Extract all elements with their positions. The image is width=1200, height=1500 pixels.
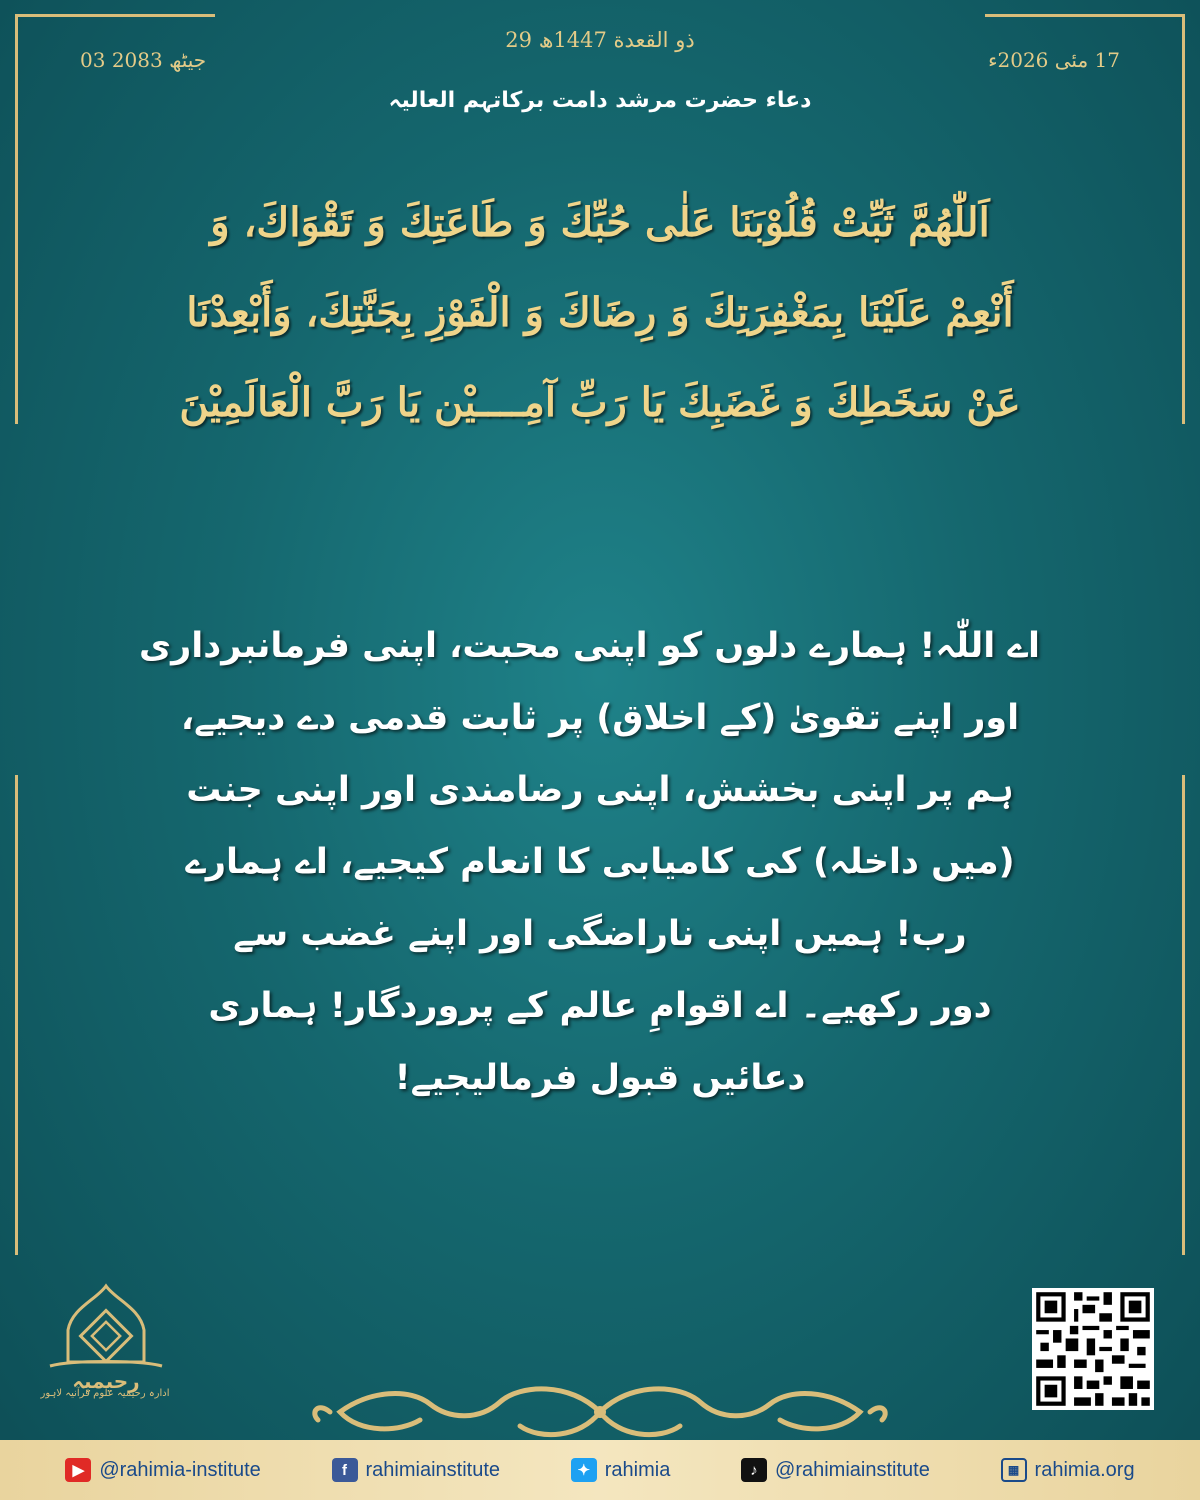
social-label: rahimia: [604, 1458, 671, 1481]
urdu-line: دور رکھیے۔ اے اقوامِ عالم کے پروردگار! ہماری: [208, 986, 992, 1026]
social-tiktok[interactable]: [741, 1458, 930, 1482]
frame-right-upper: [1182, 14, 1185, 424]
social-youtube[interactable]: [65, 1458, 260, 1482]
frame-right-lower: [1182, 775, 1185, 1255]
urdu-line: دعائیں قبول فرمالیجیے!: [394, 1058, 806, 1098]
frame-left-upper: [15, 14, 18, 424]
urdu-line: رب! ہمیں اپنی ناراضگی اور اپنے غضب سے: [233, 914, 967, 954]
ornament-divider-icon: [300, 1372, 900, 1450]
social-facebook[interactable]: [332, 1458, 501, 1482]
web-icon: ▦: [1001, 1458, 1027, 1482]
dua-urdu-translation: [139, 610, 1040, 1114]
arabic-line: أَنْعِمْ عَلَيْنَا بِمَغْفِرَتِكَ وَ رِضَاكَ وَ الْفَوْزِ بِجَنَّتِكَ، وَأَبْعِدْنَا: [186, 289, 1014, 336]
twitter-icon: ✦: [571, 1458, 597, 1482]
qr-code-icon[interactable]: [1032, 1288, 1154, 1410]
urdu-line: اے اللّٰہ! ہمارے دلوں کو اپنی محبت، اپنی فرمانبرداری: [139, 626, 1040, 666]
hijri-date: 29 ذو القعدة 1447ھ: [505, 28, 695, 52]
facebook-icon: f: [332, 1458, 358, 1482]
gregorian-date: 17 مئی 2026ء: [988, 48, 1120, 72]
rahimia-logo-icon: [42, 1282, 170, 1432]
dua-subtitle: دعاء حضرت مرشد دامت برکاتہم العالیہ: [388, 88, 812, 113]
arabic-line: عَنْ سَخَطِكَ وَ غَضَبِكَ يَا رَبِّ آمِــــيْن يَا رَبَّ الْعَالَمِيْنَ: [179, 379, 1021, 426]
social-label: rahimia.org: [1034, 1458, 1135, 1481]
urdu-line: ہم پر اپنی بخشش، اپنی رضامندی اور اپنی جنت: [186, 770, 1014, 810]
footer-social-bar: [0, 1440, 1200, 1500]
social-label: @rahimiainstitute: [775, 1458, 930, 1481]
bikrami-date: 03 جیٹھ 2083: [80, 48, 207, 72]
tiktok-icon: ♪: [741, 1458, 767, 1482]
logo-caption: ادارہ رحیمیہ علوم قرآنیہ لاہور: [40, 1388, 170, 1399]
frame-left-lower: [15, 775, 18, 1255]
logo-name: رحیمیہ: [72, 1369, 140, 1393]
arabic-line: اَللّٰهُمَّ ثَبِّتْ قُلُوْبَنَا عَلٰى حُبِّكَ وَ طَاعَتِكَ وَ تَقْوَاكَ، وَ: [210, 199, 990, 246]
social-label: @rahimia-institute: [99, 1458, 261, 1481]
frame-top-right: [985, 14, 1185, 17]
social-website[interactable]: [1001, 1458, 1135, 1482]
urdu-line: اور اپنے تقویٰ (کے اخلاق) پر ثابت قدمی دے دیجیے،: [180, 698, 1020, 738]
social-label: rahimiainstitute: [365, 1458, 501, 1481]
frame-top-left: [15, 14, 215, 17]
urdu-line: (میں داخلہ) کی کامیابی کا انعام کیجیے، اے ہمارے: [185, 842, 1015, 882]
youtube-icon: ▶: [65, 1458, 91, 1482]
dua-arabic: [60, 178, 1140, 448]
social-twitter[interactable]: [571, 1458, 671, 1482]
